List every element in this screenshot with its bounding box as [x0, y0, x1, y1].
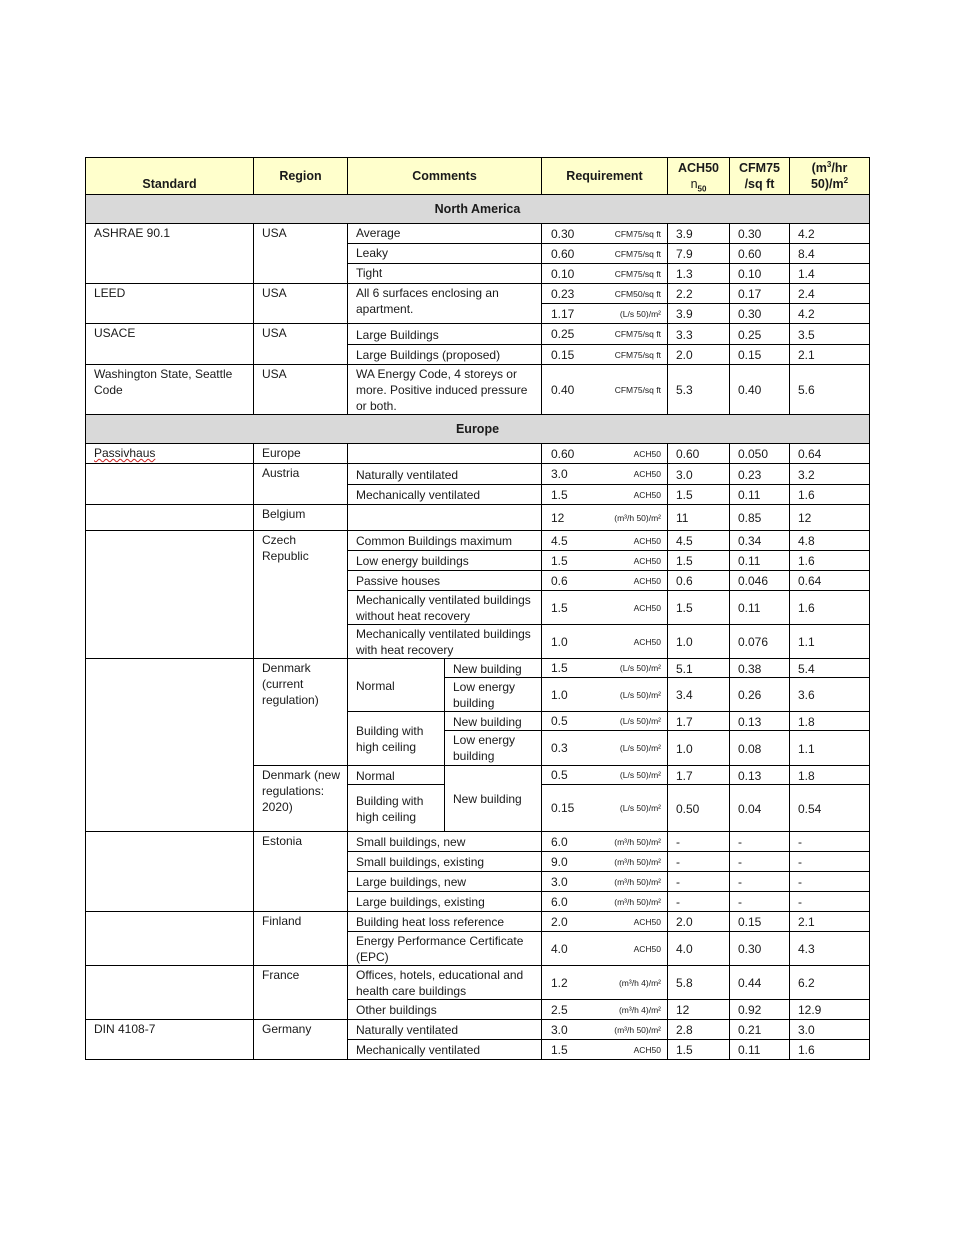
comment-cell: Other buildings: [348, 1000, 542, 1020]
header-m3-b: /hr: [831, 161, 848, 175]
requirement-value: 1.0: [551, 634, 568, 649]
requirement-value: 4.0: [551, 941, 568, 956]
requirement-value: 0.30: [551, 226, 575, 241]
ach50-cell: 3.4: [668, 678, 730, 712]
requirement-cell: [542, 591, 668, 625]
cfm75-cell: 0.30: [730, 224, 790, 244]
ach50-cell: 2.0: [668, 912, 730, 932]
requirement-value: 0.6: [551, 573, 568, 588]
region-cell: Europe: [254, 444, 348, 464]
comment-cell: All 6 surfaces enclosing an apartment.: [348, 284, 542, 324]
m3-cell: 2.4: [790, 284, 870, 304]
requirement-unit: ACH50: [633, 448, 661, 459]
requirement-unit: (m³/h 50)/m²: [614, 836, 661, 847]
requirement-cell: [542, 485, 668, 505]
ach50-cell: 1.5: [668, 1040, 730, 1060]
region-cell: USA: [254, 224, 348, 284]
ach50-cell: 2.2: [668, 284, 730, 304]
requirement-value: 12: [551, 510, 565, 525]
cfm75-cell: 0.11: [730, 591, 790, 625]
comment-cell: New building: [445, 712, 542, 731]
ach50-cell: 1.7: [668, 766, 730, 785]
standard-cell: ASHRAE 90.1: [86, 224, 254, 284]
requirement-cell: [542, 1000, 668, 1020]
ach50-cell: 2.8: [668, 1020, 730, 1040]
header-m3-sup1: 3: [826, 159, 832, 169]
m3-cell: 2.1: [790, 345, 870, 365]
requirement-cell: [542, 284, 668, 304]
comment-cell: Naturally ventilated: [348, 464, 542, 485]
comment-cell: [348, 505, 542, 531]
requirement-unit: (L/s 50)/m²: [619, 743, 661, 753]
requirement-value: 6.0: [551, 894, 568, 909]
requirement-value: 6.0: [551, 834, 568, 849]
header-ach50-sub: 50: [697, 184, 707, 194]
requirement-unit: ACH50: [633, 943, 661, 954]
region-cell: Finland: [254, 912, 348, 966]
header-m3-c: 50)/m: [810, 177, 844, 191]
header-ach50-n: n: [690, 177, 698, 191]
requirement-value: 1.5: [551, 600, 568, 615]
requirement-unit: (m³/h 50)/m²: [614, 856, 661, 867]
requirement-unit: (L/s 50)/m²: [619, 803, 661, 813]
cfm75-cell: 0.38: [730, 659, 790, 678]
comment-group-cell: Building with high ceiling: [348, 712, 445, 766]
requirement-value: 9.0: [551, 854, 568, 869]
requirement-unit: (m³/h 50)/m²: [614, 896, 661, 907]
m3-cell: 4.8: [790, 531, 870, 551]
m3-cell: 12: [790, 505, 870, 531]
ach50-cell: 1.0: [668, 625, 730, 659]
comment-cell: Mechanically ventilated: [348, 485, 542, 505]
requirement-value: 4.5: [551, 533, 568, 548]
ach50-cell: -: [668, 832, 730, 852]
cfm75-cell: 0.40: [730, 365, 790, 415]
comment-cell: WA Energy Code, 4 storeys or more. Positive induced pressure or both.: [348, 365, 542, 415]
requirement-unit: CFM75/sq ft: [614, 228, 661, 239]
requirement-value: 1.17: [551, 306, 575, 321]
requirement-cell: [542, 912, 668, 932]
cfm75-cell: 0.30: [730, 304, 790, 324]
requirement-cell: [542, 264, 668, 284]
requirement-unit: (L/s 50)/m²: [619, 716, 661, 726]
comment-cell: Energy Performance Certificate (EPC): [348, 932, 542, 966]
m3-cell: 0.64: [790, 571, 870, 591]
standard-cell: LEED: [86, 284, 254, 324]
table-row: [86, 832, 870, 852]
requirement-unit: (m³/h 4)/m²: [618, 1004, 661, 1015]
requirement-unit: ACH50: [633, 489, 661, 500]
region-cell: USA: [254, 284, 348, 324]
requirement-unit: ACH50: [633, 575, 661, 586]
ach50-cell: 1.7: [668, 712, 730, 731]
comment-cell: Tight: [348, 264, 542, 284]
requirement-value: 3.0: [551, 1022, 568, 1037]
requirement-cell: [542, 852, 668, 872]
requirement-cell: [542, 731, 668, 766]
region-cell: Estonia: [254, 832, 348, 912]
comment-cell: Low energy building: [445, 731, 542, 766]
header-m3-a: (m: [811, 161, 827, 175]
comment-cell: Mechanically ventilated buildings without heat recovery: [348, 591, 542, 625]
m3-cell: 4.2: [790, 224, 870, 244]
m3-cell: -: [790, 832, 870, 852]
table-row: [86, 966, 870, 1000]
region-cell: USA: [254, 365, 348, 415]
cfm75-cell: 0.15: [730, 912, 790, 932]
comment-cell: Small buildings, existing: [348, 852, 542, 872]
requirement-unit: CFM75/sq ft: [614, 248, 661, 259]
section-europe: Europe: [86, 415, 870, 444]
requirement-unit: CFM75/sq ft: [614, 329, 661, 339]
requirement-unit: (m³/h 50)/m²: [614, 512, 661, 523]
requirement-unit: CFM75/sq ft: [614, 349, 661, 360]
m3-cell: 5.6: [790, 365, 870, 415]
cfm75-cell: 0.25: [730, 324, 790, 345]
requirement-cell: [542, 659, 668, 678]
table-row: [86, 1020, 870, 1040]
ach50-cell: -: [668, 852, 730, 872]
requirement-cell: [542, 712, 668, 731]
ach50-cell: 0.60: [668, 444, 730, 464]
m3-cell: 3.0: [790, 1020, 870, 1040]
comment-cell: Building with high ceiling: [348, 785, 445, 832]
requirement-cell: [542, 932, 668, 966]
requirement-value: 2.5: [551, 1002, 568, 1017]
header-cfm75-line1: CFM75: [739, 161, 780, 175]
region-cell: Denmark (new regulations: 2020): [254, 766, 348, 832]
requirement-cell: [542, 505, 668, 531]
comment-cell: Large Buildings: [348, 324, 542, 345]
table-row: [86, 324, 870, 345]
m3-cell: -: [790, 872, 870, 892]
ach50-cell: 7.9: [668, 244, 730, 264]
cfm75-cell: 0.60: [730, 244, 790, 264]
m3-cell: 1.1: [790, 731, 870, 766]
cfm75-cell: 0.04: [730, 785, 790, 832]
standard-text: Passivhaus: [94, 446, 156, 460]
comment-cell: Building heat loss reference: [348, 912, 542, 932]
region-cell: Belgium: [254, 505, 348, 531]
m3-cell: 1.6: [790, 551, 870, 571]
standard-cell: [86, 832, 254, 912]
table-row: [86, 531, 870, 551]
comment-cell: Naturally ventilated: [348, 1020, 542, 1040]
ach50-cell: 3.3: [668, 324, 730, 345]
table-row: [86, 464, 870, 485]
standard-cell: [86, 659, 254, 832]
airtightness-standards-table: [85, 157, 870, 1060]
cfm75-cell: 0.44: [730, 966, 790, 1000]
cfm75-cell: -: [730, 852, 790, 872]
requirement-unit: (m³/h 4)/m²: [618, 977, 661, 988]
region-cell: Denmark (current regulation): [254, 659, 348, 766]
header-region: Region: [254, 158, 348, 195]
requirement-unit: ACH50: [633, 469, 661, 479]
m3-cell: -: [790, 852, 870, 872]
table-row: [86, 912, 870, 932]
cfm75-cell: 0.30: [730, 932, 790, 966]
ach50-cell: 3.9: [668, 224, 730, 244]
cfm75-cell: 0.08: [730, 731, 790, 766]
requirement-value: 0.5: [551, 768, 568, 782]
requirement-value: 0.23: [551, 286, 575, 301]
cfm75-cell: -: [730, 872, 790, 892]
requirement-unit: (L/s 50)/m²: [619, 308, 661, 319]
cfm75-cell: 0.15: [730, 345, 790, 365]
m3-cell: 1.6: [790, 485, 870, 505]
comment-cell: Mechanically ventilated buildings with heat recovery: [348, 625, 542, 659]
ach50-cell: -: [668, 892, 730, 912]
requirement-unit: (m³/h 50)/m²: [614, 1024, 661, 1035]
ach50-cell: 2.0: [668, 345, 730, 365]
header-cfm75-line2: /sq ft: [744, 177, 775, 191]
standard-cell: Washington State, Seattle Code: [86, 365, 254, 415]
comment-group-cell: Normal: [348, 659, 445, 712]
table-row: [86, 444, 870, 464]
requirement-cell: [542, 678, 668, 712]
requirement-cell: [542, 892, 668, 912]
m3-cell: 1.1: [790, 625, 870, 659]
requirement-value: 1.5: [551, 553, 568, 568]
comment-cell: Average: [348, 224, 542, 244]
standard-cell: [86, 505, 254, 531]
cfm75-cell: 0.26: [730, 678, 790, 712]
ach50-cell: 5.1: [668, 659, 730, 678]
requirement-cell: [542, 571, 668, 591]
region-cell: Austria: [254, 464, 348, 505]
table-row: [86, 659, 870, 678]
requirement-cell: [542, 766, 668, 785]
m3-cell: 3.6: [790, 678, 870, 712]
table-row: [86, 505, 870, 531]
requirement-value: 1.0: [551, 687, 568, 702]
header-row: [86, 158, 870, 195]
ach50-cell: 12: [668, 1000, 730, 1020]
header-m3: [790, 158, 870, 195]
requirement-unit: ACH50: [633, 916, 661, 927]
comment-cell: Large Buildings (proposed): [348, 345, 542, 365]
requirement-value: 2.0: [551, 914, 568, 929]
requirement-value: 1.2: [551, 975, 568, 990]
requirement-value: 1.5: [551, 1042, 568, 1057]
requirement-cell: [542, 304, 668, 324]
requirement-value: 1.5: [551, 661, 568, 675]
requirement-cell: [542, 1020, 668, 1040]
requirement-cell: [542, 551, 668, 571]
cfm75-cell: 0.10: [730, 264, 790, 284]
ach50-cell: 5.3: [668, 365, 730, 415]
requirement-value: 3.0: [551, 467, 568, 481]
ach50-cell: 3.0: [668, 464, 730, 485]
cfm75-cell: 0.21: [730, 1020, 790, 1040]
cfm75-cell: 0.23: [730, 464, 790, 485]
requirement-unit: (L/s 50)/m²: [619, 770, 661, 780]
requirement-value: 0.60: [551, 446, 575, 461]
cfm75-cell: 0.11: [730, 1040, 790, 1060]
region-cell: Germany: [254, 1020, 348, 1060]
cfm75-cell: 0.17: [730, 284, 790, 304]
requirement-value: 0.40: [551, 382, 575, 397]
standard-cell: [86, 531, 254, 659]
ach50-cell: 0.50: [668, 785, 730, 832]
requirement-cell: [542, 244, 668, 264]
standard-cell: [86, 464, 254, 505]
region-cell: USA: [254, 324, 348, 365]
requirement-unit: ACH50: [633, 602, 661, 613]
requirement-unit: ACH50: [633, 636, 661, 647]
header-m3-sup2: 2: [843, 175, 849, 185]
comment-cell: [348, 444, 542, 464]
ach50-cell: 4.5: [668, 531, 730, 551]
ach50-cell: 1.0: [668, 731, 730, 766]
ach50-cell: 3.9: [668, 304, 730, 324]
section-row: [86, 195, 870, 224]
header-ach50-label: ACH50: [678, 161, 719, 175]
m3-cell: 3.2: [790, 464, 870, 485]
requirement-cell: [542, 324, 668, 345]
requirement-value: 0.60: [551, 246, 575, 261]
requirement-cell: [542, 872, 668, 892]
m3-cell: -: [790, 892, 870, 912]
ach50-cell: -: [668, 872, 730, 892]
header-cfm75: [730, 158, 790, 195]
comment-cell: Large buildings, new: [348, 872, 542, 892]
cfm75-cell: 0.13: [730, 712, 790, 731]
comment-cell: Offices, hotels, educational and health care buildings: [348, 966, 542, 1000]
comment-cell: Low energy buildings: [348, 551, 542, 571]
requirement-cell: [542, 531, 668, 551]
requirement-value: 3.0: [551, 874, 568, 889]
m3-cell: 1.6: [790, 591, 870, 625]
comment-cell: New building: [445, 659, 542, 678]
m3-cell: 4.3: [790, 932, 870, 966]
standard-cell: [86, 966, 254, 1020]
cfm75-cell: 0.050: [730, 444, 790, 464]
requirement-unit: ACH50: [633, 1044, 661, 1055]
ach50-cell: 11: [668, 505, 730, 531]
ach50-cell: 1.3: [668, 264, 730, 284]
m3-cell: 3.5: [790, 324, 870, 345]
cfm75-cell: 0.11: [730, 485, 790, 505]
ach50-cell: 1.5: [668, 551, 730, 571]
region-cell: Czech Republic: [254, 531, 348, 659]
section-row: [86, 415, 870, 444]
comment-cell: Passive houses: [348, 571, 542, 591]
requirement-unit: CFM75/sq ft: [614, 268, 661, 279]
cfm75-cell: 0.076: [730, 625, 790, 659]
requirement-value: 0.3: [551, 741, 568, 755]
m3-cell: 1.4: [790, 264, 870, 284]
header-requirement: Requirement: [542, 158, 668, 195]
comment-cell: Leaky: [348, 244, 542, 264]
requirement-cell: [542, 1040, 668, 1060]
m3-cell: 1.6: [790, 1040, 870, 1060]
ach50-cell: 5.8: [668, 966, 730, 1000]
requirement-cell: [542, 444, 668, 464]
cfm75-cell: -: [730, 832, 790, 852]
requirement-cell: [542, 832, 668, 852]
m3-cell: 0.54: [790, 785, 870, 832]
requirement-unit: CFM50/sq ft: [614, 288, 661, 299]
m3-cell: 5.4: [790, 659, 870, 678]
requirement-unit: (L/s 50)/m²: [619, 663, 661, 673]
requirement-unit: ACH50: [633, 535, 661, 546]
cfm75-cell: 0.34: [730, 531, 790, 551]
comment-cell: Common Buildings maximum: [348, 531, 542, 551]
cfm75-cell: 0.046: [730, 571, 790, 591]
requirement-value: 0.15: [551, 801, 575, 815]
header-comments: Comments: [348, 158, 542, 195]
comment-cell: Normal: [348, 766, 445, 785]
cfm75-cell: 0.92: [730, 1000, 790, 1020]
m3-cell: 0.64: [790, 444, 870, 464]
standard-cell: USACE: [86, 324, 254, 365]
requirement-cell: [542, 785, 668, 832]
cfm75-cell: 0.13: [730, 766, 790, 785]
section-north-america: North America: [86, 195, 870, 224]
requirement-cell: [542, 365, 668, 415]
standard-cell: DIN 4108-7: [86, 1020, 254, 1060]
cfm75-cell: 0.85: [730, 505, 790, 531]
ach50-cell: 0.6: [668, 571, 730, 591]
requirement-unit: (m³/h 50)/m²: [614, 876, 661, 887]
m3-cell: 2.1: [790, 912, 870, 932]
requirement-value: 0.5: [551, 714, 568, 728]
requirement-value: 1.5: [551, 487, 568, 502]
m3-cell: 1.8: [790, 766, 870, 785]
standard-cell: [86, 444, 254, 464]
ach50-cell: 1.5: [668, 591, 730, 625]
requirement-unit: (L/s 50)/m²: [619, 689, 661, 700]
airtightness-table-container: [85, 157, 869, 1060]
header-ach50: [668, 158, 730, 195]
table-row: [86, 365, 870, 415]
requirement-unit: CFM75/sq ft: [614, 384, 661, 395]
cfm75-cell: 0.11: [730, 551, 790, 571]
comment-cell: Large buildings, existing: [348, 892, 542, 912]
m3-cell: 8.4: [790, 244, 870, 264]
comment-group-cell: New building: [445, 766, 542, 832]
requirement-value: 0.15: [551, 347, 575, 362]
requirement-cell: [542, 345, 668, 365]
requirement-cell: [542, 224, 668, 244]
comment-cell: Small buildings, new: [348, 832, 542, 852]
requirement-value: 0.10: [551, 266, 575, 281]
table-row: [86, 224, 870, 244]
comment-cell: Low energy building: [445, 678, 542, 712]
region-cell: France: [254, 966, 348, 1020]
requirement-cell: [542, 625, 668, 659]
table-row: [86, 284, 870, 304]
m3-cell: 1.8: [790, 712, 870, 731]
requirement-cell: [542, 464, 668, 485]
comment-cell: Mechanically ventilated: [348, 1040, 542, 1060]
requirement-cell: [542, 966, 668, 1000]
m3-cell: 4.2: [790, 304, 870, 324]
m3-cell: 12.9: [790, 1000, 870, 1020]
requirement-unit: ACH50: [633, 555, 661, 566]
m3-cell: 6.2: [790, 966, 870, 1000]
requirement-value: 0.25: [551, 327, 575, 341]
standard-cell: [86, 912, 254, 966]
ach50-cell: 1.5: [668, 485, 730, 505]
header-standard: Standard: [86, 158, 254, 195]
cfm75-cell: -: [730, 892, 790, 912]
ach50-cell: 4.0: [668, 932, 730, 966]
